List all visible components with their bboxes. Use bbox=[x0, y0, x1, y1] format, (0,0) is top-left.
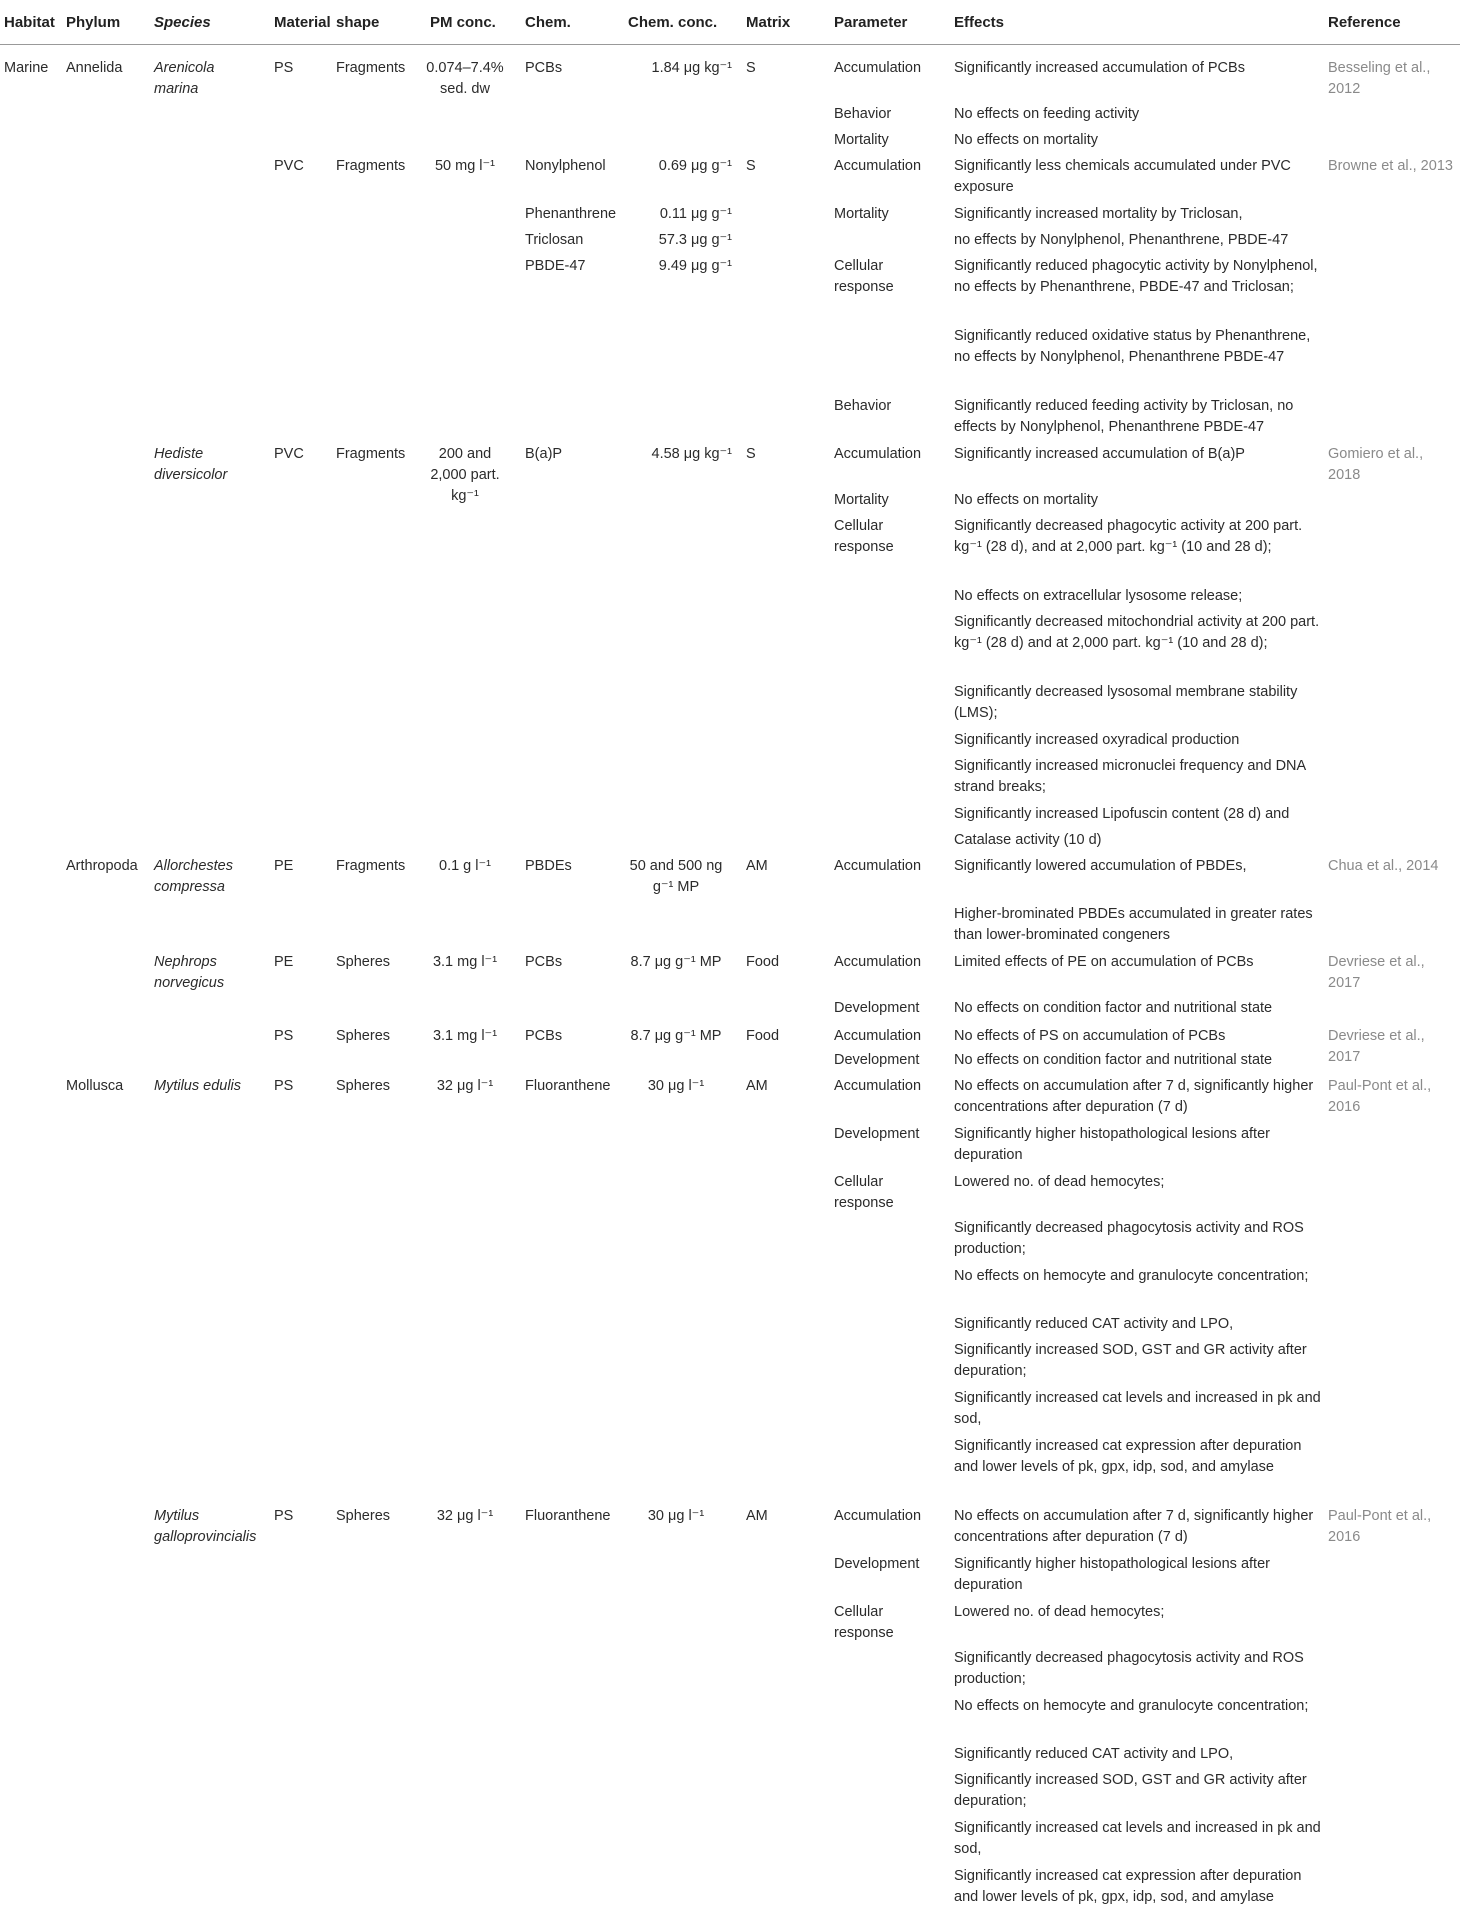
header-chem: Chem. bbox=[525, 14, 571, 31]
header-effects: Effects bbox=[954, 14, 1005, 31]
table-cell: Accumulation bbox=[834, 1078, 922, 1094]
table-cell: PCBs bbox=[525, 1028, 563, 1044]
reference-cell: Browne et al., 2013 bbox=[1328, 158, 1453, 174]
table-cell: Significantly reduced phagocytic activity by Nonylphenol, no effects by Phenanthrene, PBDE-47 and Triclosan; bbox=[954, 258, 1318, 295]
table-cell: Significantly reduced oxidative status by Phenanthrene, no effects by Nonylphenol, Phenanthrene PBDE-47 bbox=[954, 328, 1311, 365]
table-cell: Spheres bbox=[336, 1078, 391, 1094]
table-cell: Food bbox=[746, 954, 780, 970]
table-cell: Spheres bbox=[336, 1508, 391, 1524]
table-cell: Significantly increased mortality by Triclosan, bbox=[954, 206, 1243, 222]
table-cell: Development bbox=[834, 1000, 920, 1016]
table-cell: PBDEs bbox=[525, 858, 572, 874]
table-cell: No effects on hemocyte and granulocyte concentration; bbox=[954, 1268, 1309, 1284]
table-cell: Mortality bbox=[834, 132, 889, 148]
table-cell: PBDE-47 bbox=[525, 258, 586, 274]
header-shape: shape bbox=[336, 14, 380, 31]
table-cell: Significantly increased oxyradical production bbox=[954, 732, 1240, 748]
table-cell: Significantly reduced CAT activity and LPO, bbox=[954, 1746, 1234, 1762]
table-cell: Mortality bbox=[834, 492, 889, 508]
table-cell: Development bbox=[834, 1052, 920, 1068]
table-cell: Behavior bbox=[834, 106, 892, 122]
table-cell: Fluoranthene bbox=[525, 1078, 611, 1094]
table-cell: Spheres bbox=[336, 954, 391, 970]
table-cell: Food bbox=[746, 1028, 780, 1044]
table-cell: Phenanthrene bbox=[525, 206, 617, 222]
table-cell: Arenicola marina bbox=[154, 60, 215, 97]
table-cell: Significantly increased micronuclei frequency and DNA strand breaks; bbox=[954, 758, 1306, 795]
table-cell: Significantly lowered accumulation of PBDEs, bbox=[954, 858, 1247, 874]
reference-cell: Gomiero et al., 2018 bbox=[1328, 446, 1424, 483]
table-cell: No effects on hemocyte and granulocyte concentration; bbox=[954, 1698, 1309, 1714]
table-cell: Allorchestes compressa bbox=[154, 858, 233, 895]
table-cell: PS bbox=[274, 60, 294, 76]
table-cell: Development bbox=[834, 1556, 920, 1572]
table-cell: Cellular response bbox=[834, 1174, 894, 1211]
table-cell: Significantly increased SOD, GST and GR activity after depuration; bbox=[954, 1342, 1307, 1379]
table-cell: Significantly reduced CAT activity and LPO, bbox=[954, 1316, 1234, 1332]
table-cell: PS bbox=[274, 1078, 294, 1094]
table-cell: 32 μg l⁻¹ bbox=[436, 1508, 494, 1524]
table-cell: 9.49 μg g⁻¹ bbox=[658, 258, 732, 274]
table-cell: Accumulation bbox=[834, 158, 922, 174]
table-cell: No effects on mortality bbox=[954, 132, 1098, 148]
header-chem-conc: Chem. conc. bbox=[628, 14, 718, 31]
table-cell: 57.3 μg g⁻¹ bbox=[658, 232, 732, 248]
table-cell: Cellular response bbox=[834, 1604, 894, 1641]
reference-cell: Besseling et al., 2012 bbox=[1328, 60, 1431, 97]
table-cell: Mollusca bbox=[66, 1078, 124, 1094]
reference-cell: Devriese et al., 2017 bbox=[1328, 1028, 1425, 1065]
reference-cell: Paul-Pont et al., 2016 bbox=[1328, 1508, 1432, 1545]
table-cell: Accumulation bbox=[834, 954, 922, 970]
table-cell: S bbox=[746, 158, 756, 174]
table-cell: PVC bbox=[274, 158, 304, 174]
table-cell: Significantly decreased mitochondrial activity at 200 part. kg⁻¹ (28 d) and at 2,000 part. kg⁻¹ (10 and 28 d); bbox=[954, 614, 1320, 651]
header-matrix: Matrix bbox=[746, 14, 791, 31]
table-cell: Significantly decreased phagocytosis activity and ROS production; bbox=[954, 1220, 1304, 1257]
table-cell: AM bbox=[746, 858, 768, 874]
table-cell: 0.074–7.4% sed. dw bbox=[426, 60, 504, 97]
table-cell: Nephrops norvegicus bbox=[154, 954, 225, 991]
table-cell: S bbox=[746, 60, 756, 76]
table-cell: Mytilus edulis bbox=[154, 1078, 242, 1094]
table-header bbox=[0, 0, 1460, 45]
header-phylum: Phylum bbox=[66, 14, 121, 31]
table-cell: Spheres bbox=[336, 1028, 391, 1044]
table-cell: Mytilus galloprovincialis bbox=[154, 1508, 257, 1545]
table-cell: 1.84 μg kg⁻¹ bbox=[651, 60, 732, 76]
table-cell: No effects of PS on accumulation of PCBs bbox=[954, 1028, 1226, 1044]
table-cell: B(a)P bbox=[525, 446, 563, 462]
table-cell: Fluoranthene bbox=[525, 1508, 611, 1524]
table-cell: 200 and 2,000 part. kg⁻¹ bbox=[430, 446, 500, 504]
table-cell: Lowered no. of dead hemocytes; bbox=[954, 1174, 1165, 1190]
header-pm-conc: PM conc. bbox=[430, 14, 496, 31]
table-cell: Significantly decreased phagocytic activity at 200 part. kg⁻¹ (28 d), and at 2,000 part. kg⁻¹ (10 and 28 d); bbox=[954, 518, 1303, 555]
table-cell: No effects on mortality bbox=[954, 492, 1098, 508]
table-cell: Lowered no. of dead hemocytes; bbox=[954, 1604, 1165, 1620]
table-cell: Nonylphenol bbox=[525, 158, 606, 174]
table-cell: Marine bbox=[4, 60, 49, 76]
table-cell: Significantly higher histopathological lesions after depuration bbox=[954, 1556, 1270, 1593]
table-cell: Fragments bbox=[336, 858, 406, 874]
header-parameter: Parameter bbox=[834, 14, 908, 31]
table-cell: No effects on extracellular lysosome release; bbox=[954, 588, 1243, 604]
table-cell: Significantly reduced feeding activity by Triclosan, no effects by Nonylphenol, Phenanthrene PBDE-47 bbox=[954, 398, 1294, 435]
table-cell: Fragments bbox=[336, 60, 406, 76]
table-cell: Significantly increased SOD, GST and GR activity after depuration; bbox=[954, 1772, 1307, 1809]
table-cell: PVC bbox=[274, 446, 304, 462]
table-cell: No effects on condition factor and nutritional state bbox=[954, 1052, 1273, 1068]
table-cell: 4.58 μg kg⁻¹ bbox=[651, 446, 732, 462]
table-cell: No effects on feeding activity bbox=[954, 106, 1140, 122]
table-cell: Accumulation bbox=[834, 1028, 922, 1044]
table-cell: Significantly increased cat levels and increased in pk and sod, bbox=[954, 1820, 1321, 1857]
table-cell: Accumulation bbox=[834, 60, 922, 76]
table-cell: Significantly increased Lipofuscin content (28 d) and bbox=[954, 806, 1290, 822]
table-cell: PCBs bbox=[525, 954, 563, 970]
table-cell: 8.7 μg g⁻¹ MP bbox=[630, 1028, 722, 1044]
table-cell: Significantly increased cat expression after depuration and lower levels of pk, gpx, idp, sod, and amylase bbox=[954, 1868, 1302, 1905]
table-cell: 50 and 500 ng g⁻¹ MP bbox=[629, 858, 723, 895]
table-cell: 0.11 μg g⁻¹ bbox=[659, 206, 732, 222]
table-cell: AM bbox=[746, 1508, 768, 1524]
table-cell: 30 μg l⁻¹ bbox=[647, 1508, 705, 1524]
table-cell: Behavior bbox=[834, 398, 892, 414]
header-reference: Reference bbox=[1328, 14, 1401, 31]
table-cell: 0.1 g l⁻¹ bbox=[439, 858, 491, 874]
table-cell: S bbox=[746, 446, 756, 462]
table-cell: No effects on accumulation after 7 d, significantly higher concentrations after depuration (7 d) bbox=[954, 1508, 1314, 1545]
table-cell: 8.7 μg g⁻¹ MP bbox=[630, 954, 722, 970]
table-cell: Significantly increased cat expression after depuration and lower levels of pk, gpx, idp, sod, and amylase bbox=[954, 1438, 1302, 1475]
table-cell: 3.1 mg l⁻¹ bbox=[432, 1028, 498, 1044]
header-material: Material bbox=[274, 14, 331, 31]
table-cell: Significantly decreased lysosomal membrane stability (LMS); bbox=[954, 684, 1298, 721]
table-cell: PCBs bbox=[525, 60, 563, 76]
table-cell: PE bbox=[274, 858, 294, 874]
table-cell: Development bbox=[834, 1126, 920, 1142]
table-cell: Significantly decreased phagocytosis activity and ROS production; bbox=[954, 1650, 1304, 1687]
table-cell: Triclosan bbox=[525, 232, 584, 248]
table-cell: Hediste diversicolor bbox=[154, 446, 228, 483]
table-cell: No effects on condition factor and nutritional state bbox=[954, 1000, 1273, 1016]
table-cell: Cellular response bbox=[834, 258, 894, 295]
table-cell: 50 mg l⁻¹ bbox=[434, 158, 496, 174]
table-cell: Cellular response bbox=[834, 518, 894, 555]
table-cell: Significantly increased accumulation of PCBs bbox=[954, 60, 1245, 76]
table-cell: PS bbox=[274, 1508, 294, 1524]
table-cell: Higher-brominated PBDEs accumulated in greater rates than lower-brominated congeners bbox=[954, 906, 1313, 943]
table-cell: 32 μg l⁻¹ bbox=[436, 1078, 494, 1094]
table-cell: Accumulation bbox=[834, 858, 922, 874]
reference-cell: Paul-Pont et al., 2016 bbox=[1328, 1078, 1432, 1115]
table-cell: No effects on accumulation after 7 d, significantly higher concentrations after depuration (7 d) bbox=[954, 1078, 1314, 1115]
table-cell: 30 μg l⁻¹ bbox=[647, 1078, 705, 1094]
table-cell: 3.1 mg l⁻¹ bbox=[432, 954, 498, 970]
table-cell: Accumulation bbox=[834, 1508, 922, 1524]
reference-cell: Chua et al., 2014 bbox=[1328, 858, 1439, 874]
header-habitat: Habitat bbox=[4, 14, 55, 31]
table-cell: Significantly higher histopathological lesions after depuration bbox=[954, 1126, 1270, 1163]
table-cell: Arthropoda bbox=[66, 858, 138, 874]
table-cell: Limited effects of PE on accumulation of PCBs bbox=[954, 954, 1254, 970]
header-species: Species bbox=[154, 14, 211, 31]
table-cell: Catalase activity (10 d) bbox=[954, 832, 1102, 848]
table-cell: Significantly less chemicals accumulated under PVC exposure bbox=[954, 158, 1291, 195]
table-cell: Mortality bbox=[834, 206, 889, 222]
table-cell: Annelida bbox=[66, 60, 123, 76]
table-cell: Accumulation bbox=[834, 446, 922, 462]
table-cell: Significantly increased cat levels and increased in pk and sod, bbox=[954, 1390, 1321, 1427]
table-cell: Significantly increased accumulation of B(a)P bbox=[954, 446, 1245, 462]
reference-cell: Devriese et al., 2017 bbox=[1328, 954, 1425, 991]
table-cell: PS bbox=[274, 1028, 294, 1044]
table-cell: no effects by Nonylphenol, Phenanthrene, PBDE-47 bbox=[954, 232, 1289, 248]
table-cell: AM bbox=[746, 1078, 768, 1094]
table-cell: Fragments bbox=[336, 158, 406, 174]
table-cell: Fragments bbox=[336, 446, 406, 462]
table-cell: 0.69 μg g⁻¹ bbox=[658, 158, 732, 174]
table-cell: PE bbox=[274, 954, 294, 970]
